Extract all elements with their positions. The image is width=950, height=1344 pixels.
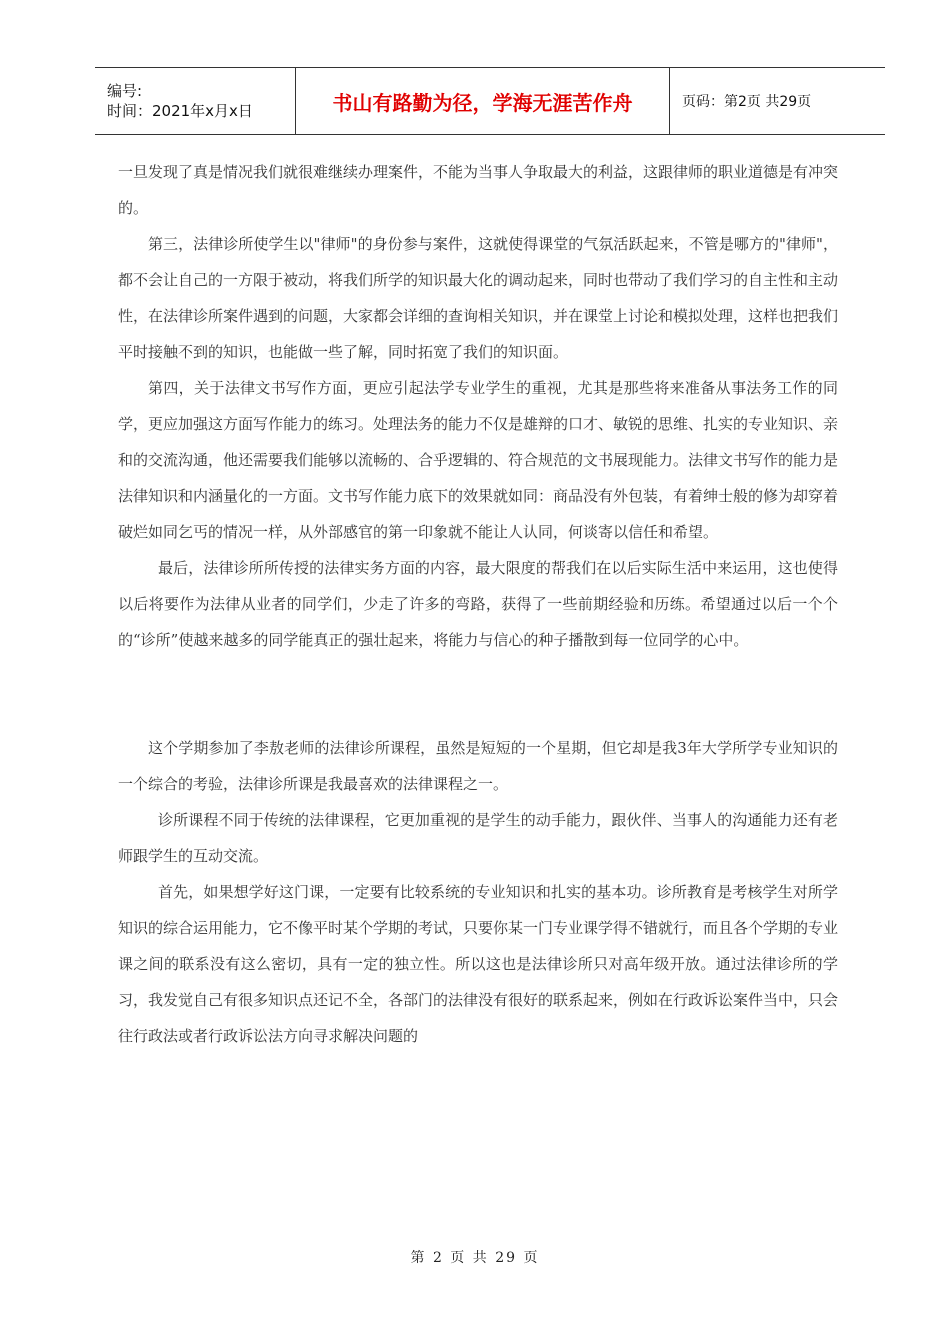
section-gap [118, 658, 838, 730]
header-motto: 书山有路勤为径，学海无涯苦作舟 [296, 68, 670, 134]
paragraph: 这个学期参加了李敖老师的法律诊所课程，虽然是短短的一个星期，但它却是我3年大学所学专业知识的一个综合的考验，法律诊所课是我最喜欢的法律课程之一。 [118, 739, 838, 793]
paragraph: 诊所课程不同于传统的法律课程，它更加重视的是学生的动手能力，跟伙伴、当事人的沟通能力还有老师跟学生的互动交流。 [118, 811, 838, 865]
page-header [95, 67, 885, 135]
paragraph: 最后，法律诊所所传授的法律实务方面的内容，最大限度的帮我们在以后实际生活中来运用，这也使得以后将要作为法律从业者的同学们，少走了许多的弯路，获得了一些前期经验和历练。希望通过以后一个个的“诊所”使越来越多的同学能真正的强壮起来，将能力与信心的种子播散到每一位同学的心中。 [118, 559, 838, 649]
paragraph: 第四，关于法律文书写作方面，更应引起法学专业学生的重视，尤其是那些将来准备从事法务工作的同学，更应加强这方面写作能力的练习。处理法务的能力不仅是雄辩的口才、敏锐的思维、扎实的专业知识、亲和的交流沟通，他还需要我们能够以流畅的、合乎逻辑的、符合规范的文书展现能力。法律文书写作的能力是法律知识和内涵量化的一方面。文书写作能力底下的效果就如同：商品没有外包装，有着绅士般的修为却穿着破烂如同乞丐的情况一样，从外部感官的第一印象就不能让人认同，何谈寄以信任和希望。 [118, 379, 839, 541]
paragraph: 首先，如果想学好这门课，一定要有比较系统的专业知识和扎实的基本功。诊所教育是考核学生对所学知识的综合运用能力，它不像平时某个学期的考试，只要你某一门专业课学得不错就行，而且各个学期的专业课之间的联系没有这么密切，具有一定的独立性。所以这也是法律诊所只对高年级开放。通过法律诊所的学习，我发觉自己有很多知识点还记不全，各部门的法律没有很好的联系起来，例如在行政诉讼案件当中，只会往行政法或者行政诉讼法方向寻求解决问题的 [118, 883, 839, 1045]
paragraph: 一旦发现了真是情况我们就很难继续办理案件，不能为当事人争取最大的利益，这跟律师的职业道德是有冲突的。 [118, 163, 839, 217]
header-page-label: 页码：第2页 共29页 [682, 94, 812, 110]
page-footer: 第 2 页 共 29 页 [410, 1250, 540, 1266]
paragraph: 第三，法律诊所使学生以"律师"的身份参与案件，这就使得课堂的气氛活跃起来，不管是哪方的"律师"，都不会让自己的一方限于被动，将我们所学的知识最大化的调动起来，同时也带动了我们学习的自主性和主动性，在法律诊所案件遇到的问题，大家都会详细的查询相关知识，并在课堂上讨论和模拟处理，这样也把我们平时接触不到的知识，也能做一些了解，同时拓宽了我们的知识面。 [118, 235, 839, 361]
doc-time-label: 时间：2021年x月x日 [107, 102, 253, 120]
header-info-cell [95, 68, 296, 134]
document-body [118, 154, 838, 1054]
doc-number-label: 编号: [107, 82, 143, 100]
